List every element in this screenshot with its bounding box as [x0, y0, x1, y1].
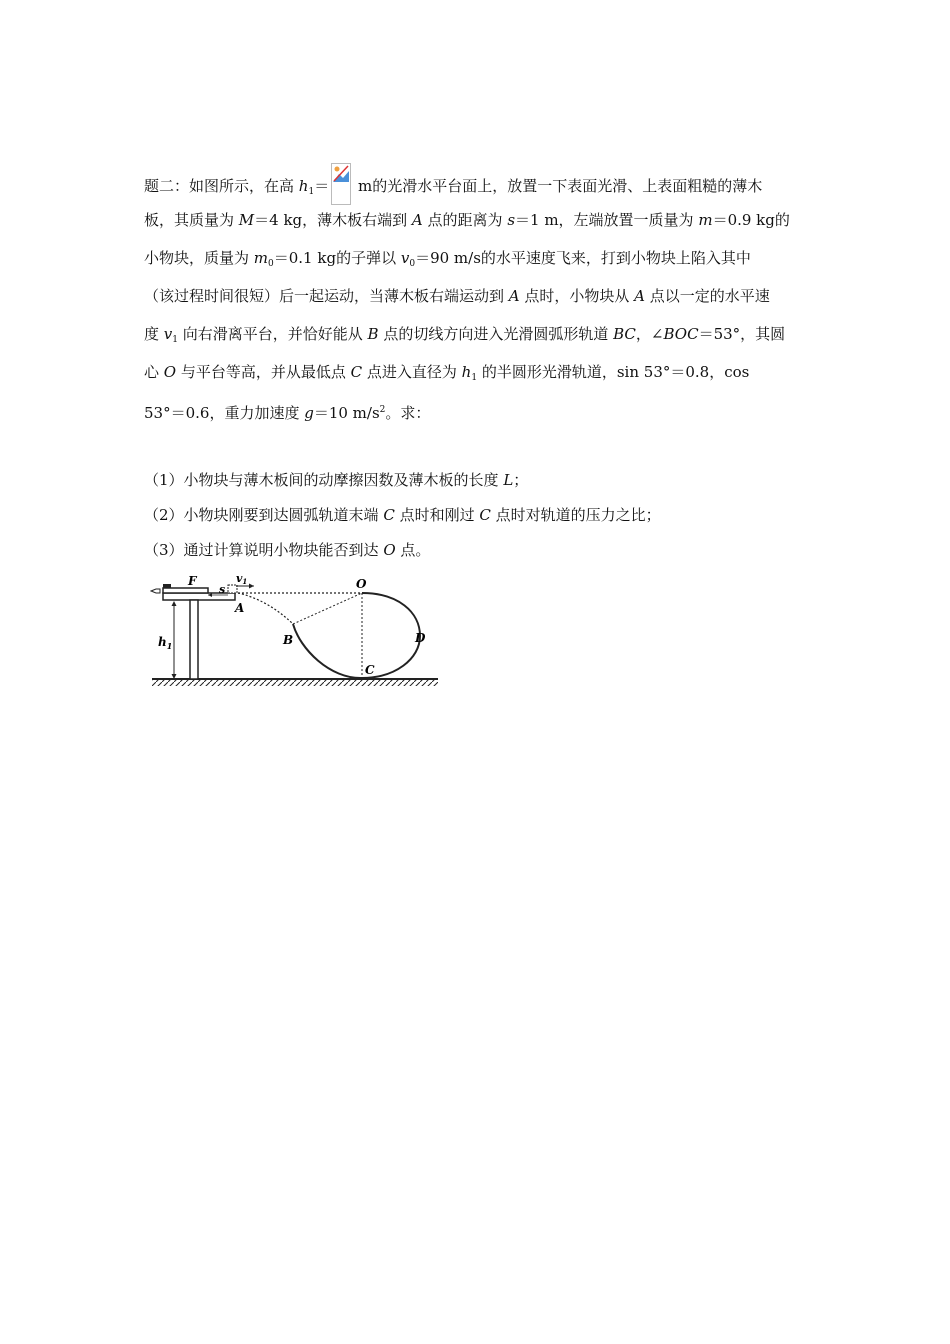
- projectile-path: [238, 593, 362, 678]
- problem-line-4: （该过程时间很短）后一起运动，当薄木板右端运动到 A 点时，小物块从 A 点以一定的水平速: [144, 287, 770, 305]
- block-at-a: [228, 585, 237, 593]
- label-h1: $h_1$: [158, 635, 173, 651]
- label-v1: v1: [236, 574, 248, 586]
- height-h1-arrow: [172, 601, 177, 679]
- label-b: B: [283, 633, 294, 647]
- label-d: D: [415, 631, 426, 645]
- bullet: [151, 589, 160, 593]
- problem-line-3: 小物块，质量为 $m_0=0.1$ kg的子弹以 $v_0=90$ m/s的水平速度飞来，打到小物块上陷入其中: [144, 249, 751, 269]
- physics-diagram: [150, 574, 442, 693]
- track: [293, 593, 420, 678]
- problem-line-7: 53°＝0.6，重力加速度 g＝10 $m/s^2$。求：: [144, 404, 431, 422]
- wooden-board: [163, 584, 208, 593]
- ground: [152, 679, 438, 686]
- problem-line-6: 心 O 与平台等高，并从最低点 C 点进入直径为 $h_1$ 的半圆形光滑轨道，sin 53°＝0.8，cos: [144, 363, 750, 383]
- problem-paragraph: [144, 163, 809, 429]
- problem-line-1: 题二：如图所示，在高 $h_1= m$的光滑水平台面上，放置一下表面光滑、上表面粗糙的薄木: [144, 163, 809, 201]
- label-c: C: [365, 663, 375, 677]
- label-f: F: [188, 574, 197, 588]
- question-1: （1）小物块与薄木板间的动摩擦因数及薄木板的长度 L；: [144, 471, 529, 489]
- label-a: A: [235, 601, 245, 615]
- question-3: （3）通过计算说明小物块能否到达 O 点。: [144, 541, 431, 559]
- question-2: （2）小物块刚要到达圆弧轨道末端 C 点时和刚过 C 点时对轨道的压力之比；: [144, 506, 661, 524]
- broken-image-icon: [331, 163, 351, 205]
- problem-line-2: 板，其质量为 M＝4 kg，薄木板右端到 A 点的距离为 s＝1 m，左端放置一质量为 m＝0.9 kg的: [144, 211, 790, 229]
- label-s: s: [219, 583, 226, 596]
- problem-line-5: 度 $v_1$ 向右滑离平台，并恰好能从 B 点的切线方向进入光滑圆弧形轨道 BC，∠BOC＝53°，其圆: [144, 325, 786, 345]
- label-o: O: [356, 577, 367, 591]
